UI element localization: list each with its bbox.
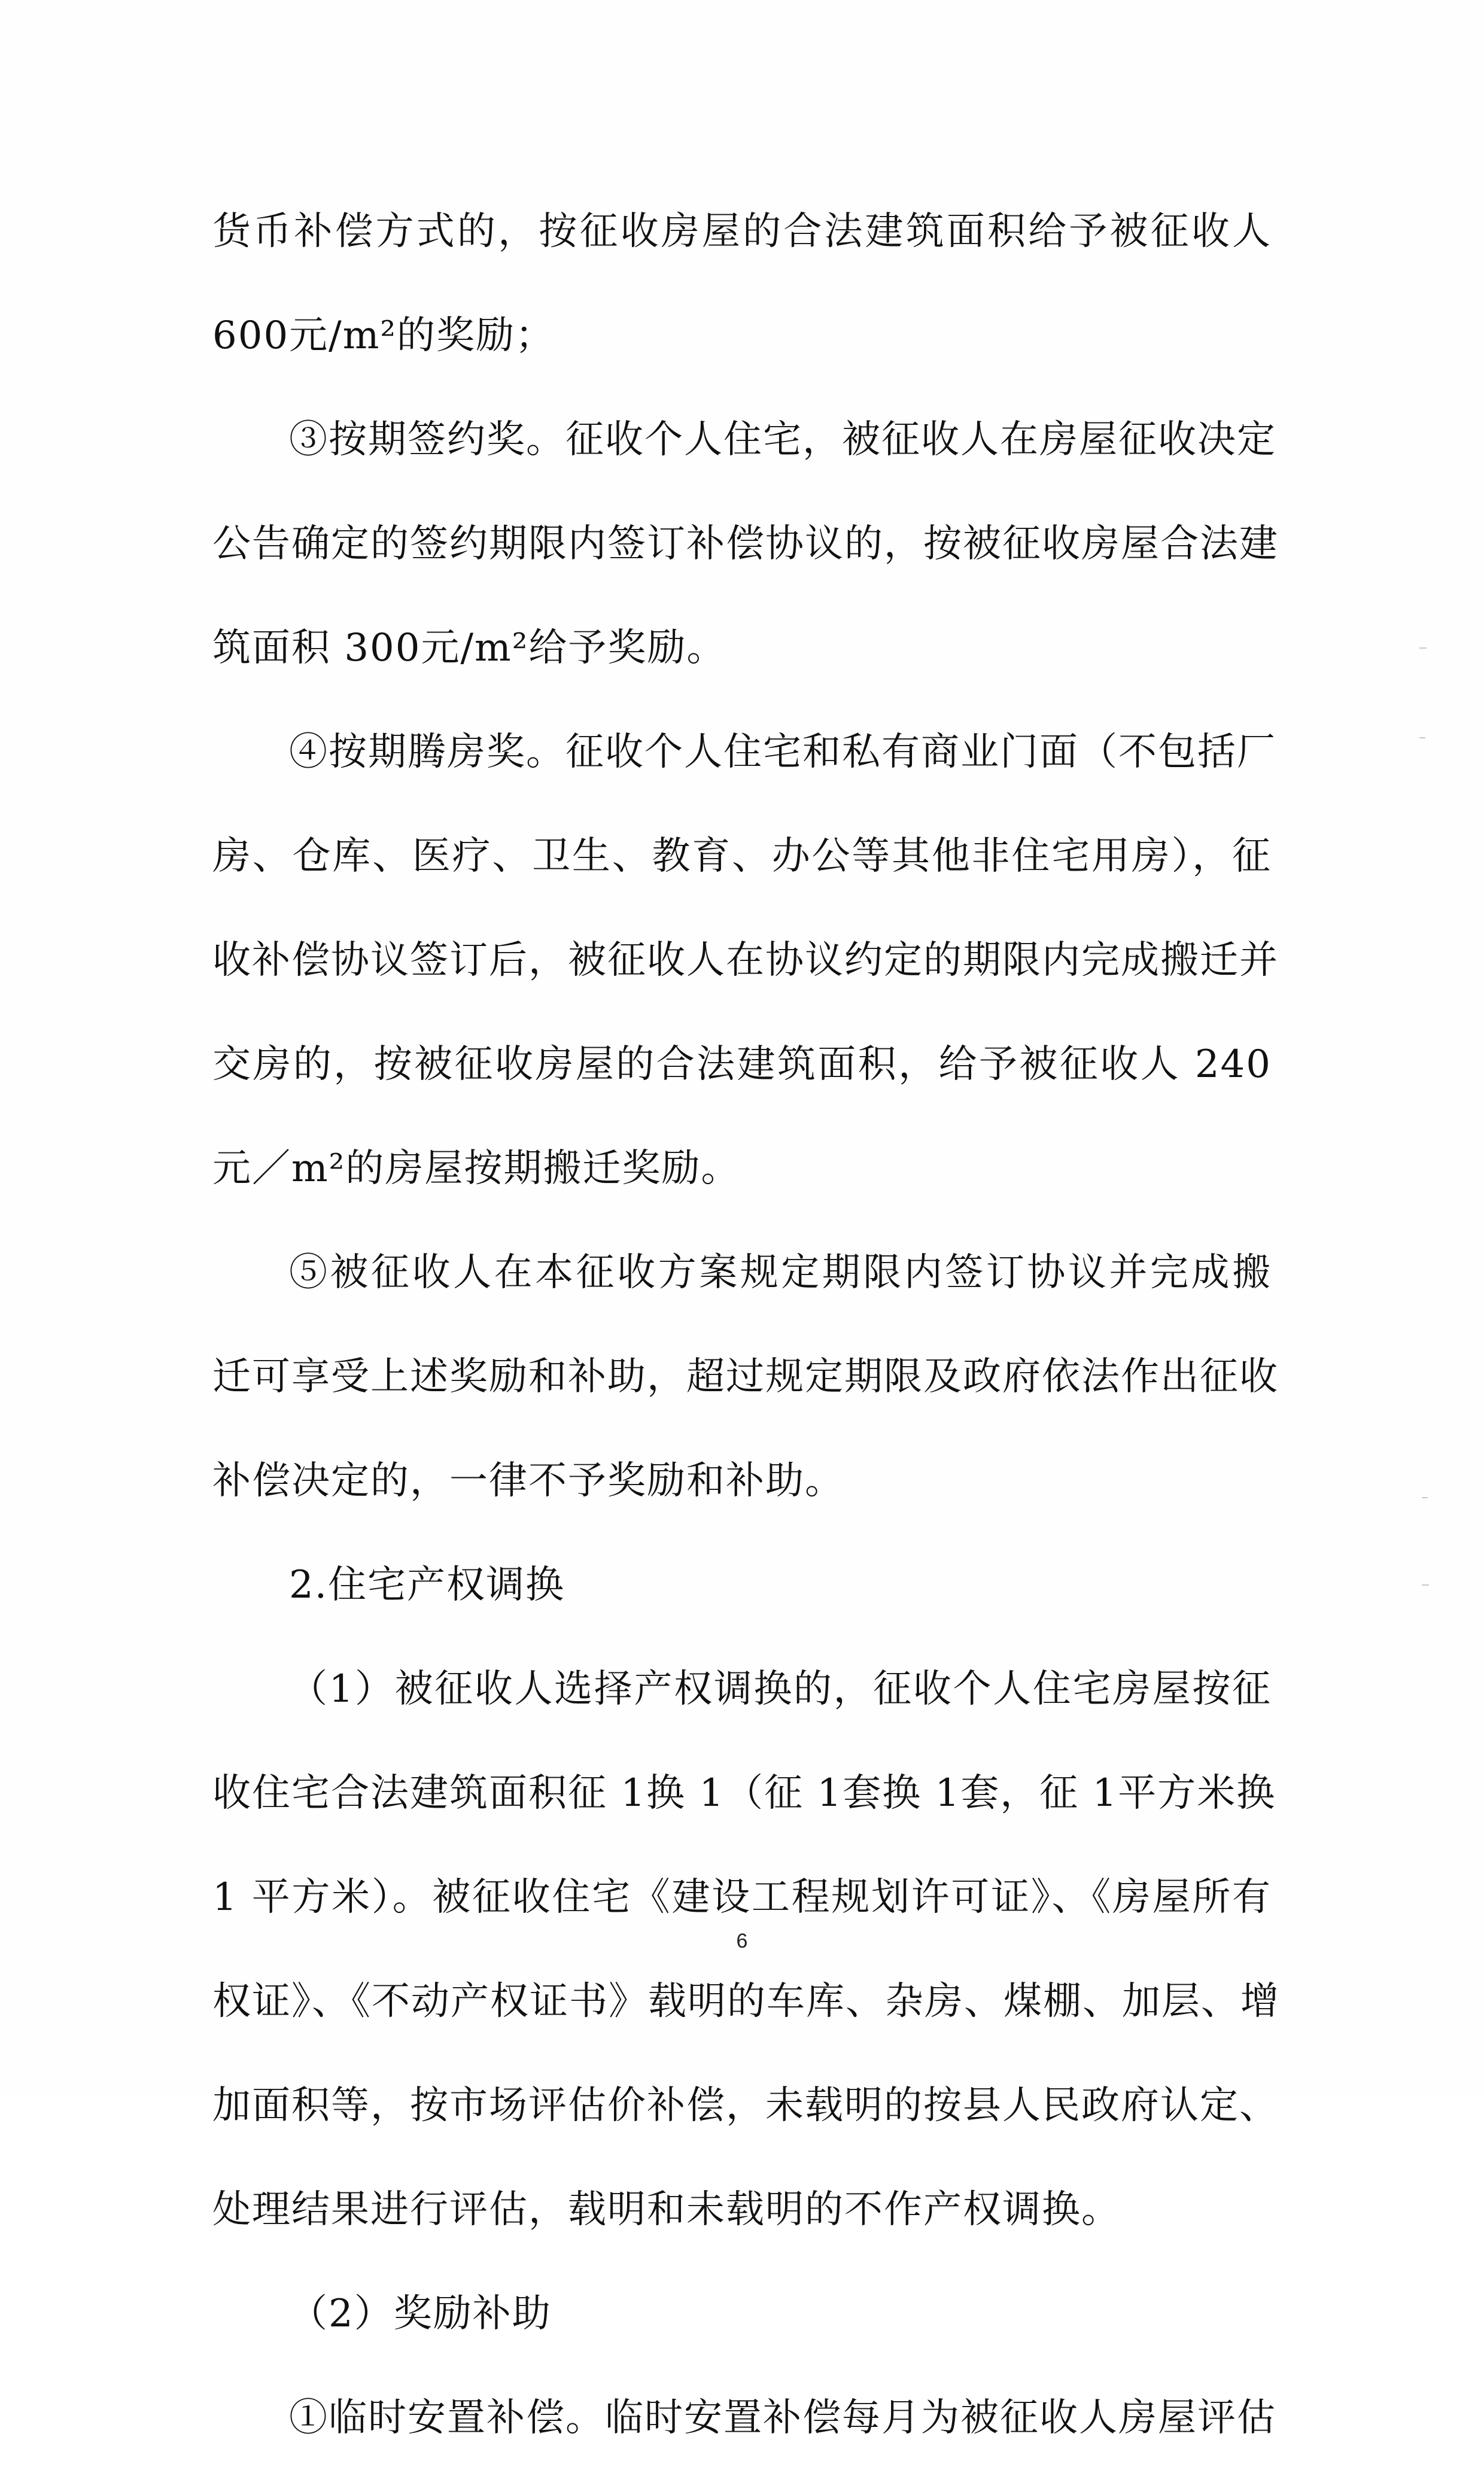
text-line: 补偿决定的，一律不予奖励和补助。 (212, 1459, 844, 1503)
text-line: ④按期腾房奖。征收个人住宅和私有商业门面（不包括厂 (289, 730, 1276, 774)
text-line: 1 平方米）。被征收住宅《建设工程规划许可证》、《房屋所有 (212, 1875, 1272, 1920)
text-line: 处理结果进行评估，载明和未载明的不作产权调换。 (212, 2188, 1121, 2232)
scan-mark (1422, 1584, 1429, 1586)
text-line: 加面积等，按市场评估价补偿，未载明的按县人民政府认定、 (212, 2083, 1279, 2128)
text-line: 权证》、《不动产权证书》载明的车库、杂房、煤棚、加层、增 (212, 1979, 1280, 2024)
text-line: 筑面积 300元/m²给予奖励。 (212, 626, 726, 670)
scan-mark (1419, 647, 1427, 649)
text-line: 房、仓库、医疗、卫生、教育、办公等其他非住宅用房），征 (212, 834, 1272, 878)
text-line: ③按期签约奖。征收个人住宅，被征收人在房屋征收决定 (289, 418, 1276, 462)
text-line: 收住宅合法建筑面积征 1换 1（征 1套换 1套，征 1平方米换 (212, 1771, 1276, 1815)
text-line: （1）被征收人选择产权调换的，征收个人住宅房屋按征 (289, 1667, 1272, 1711)
subsection-heading: （2）奖励补助 (289, 2292, 552, 2336)
text-line: 货币补偿方式的，按征收房屋的合法建筑面积给予被征收人 (212, 209, 1272, 254)
text-line: 公告确定的签约期限内签订补偿协议的，按被征收房屋合法建 (212, 522, 1279, 566)
text-line: ①临时安置补偿。临时安置补偿每月为被征收人房屋评估 (289, 2396, 1276, 2440)
section-heading: 2.住宅产权调换 (289, 1563, 565, 1607)
scan-mark (1422, 1497, 1428, 1498)
body-text (212, 180, 1280, 2470)
scan-mark (1419, 737, 1425, 738)
page-number: 6 (736, 1930, 748, 1952)
text-line: 迁可享受上述奖励和补助，超过规定期限及政府依法作出征收 (212, 1355, 1279, 1399)
text-line: 元／m²的房屋按期搬迁奖励。 (212, 1146, 741, 1191)
text-line: 交房的，按被征收房屋的合法建筑面积，给予被征收人 240 (212, 1042, 1272, 1087)
text-line: 600元/m²的奖励； (212, 314, 555, 358)
text-line: 收补偿协议签订后，被征收人在协议约定的期限内完成搬迁并 (212, 938, 1279, 982)
text-line: ⑤被征收人在本征收方案规定期限内签订协议并完成搬 (289, 1251, 1272, 1295)
